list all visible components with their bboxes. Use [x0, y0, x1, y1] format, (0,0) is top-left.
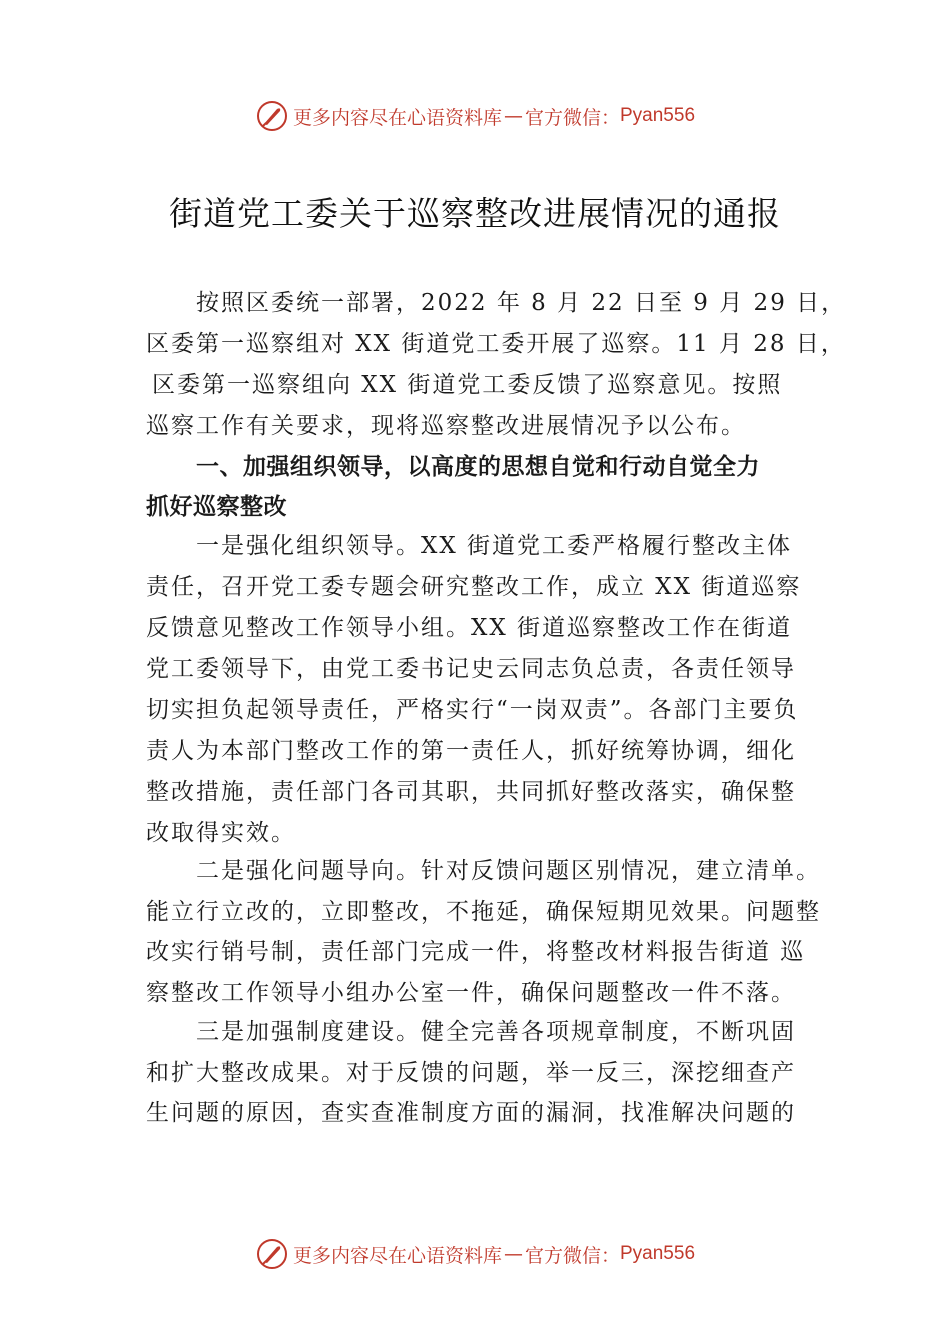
body-line: 能立行立改的，立即整改，不拖延，确保短期见效果。问题整: [146, 899, 821, 925]
body-line: 一是强化组织领导。XX 街道党工委严格履行整改主体: [196, 533, 793, 559]
body-line: 反馈意见整改工作领导小组。XX 街道巡察整改工作在街道: [146, 615, 793, 641]
banner-text: 更多内容尽在心语资料库: [292, 106, 502, 129]
quill-pen-icon: [255, 99, 289, 133]
footer-banner: [0, 1234, 950, 1274]
header-banner: [0, 96, 950, 136]
banner-label: 官方微信：: [524, 1244, 620, 1267]
banner-wechat-id: Pyan556: [620, 1243, 696, 1264]
body-line: 改实行销号制，责任部门完成一件，将整改材料报告街道 巡: [146, 939, 806, 965]
banner-dash: —: [503, 1243, 523, 1265]
body-line: 责人为本部门整改工作的第一责任人，抓好统筹协调，细化: [146, 738, 796, 764]
body-line: 三是加强制度建设。健全完善各项规章制度，不断巩固: [196, 1019, 796, 1045]
body-line: 党工委领导下，由党工委书记史云同志负总责，各责任领导: [146, 656, 796, 682]
section-heading-cont: 抓好巡察整改: [146, 494, 287, 520]
body-line: 区委第一巡察组对 XX 街道党工委开展了巡察。11 月 28 日，: [146, 331, 846, 357]
body-line: 切实担负起领导责任，严格实行“一岗双责”。各部门主要负: [146, 697, 799, 723]
body-line: 二是强化问题导向。针对反馈问题区别情况，建立清单。: [196, 858, 821, 884]
banner-label: 官方微信：: [524, 106, 620, 129]
document-title: 街道党工委关于巡察整改进展情况的通报: [169, 194, 781, 233]
banner-dash: —: [503, 105, 523, 127]
body-line: 巡察工作有关要求，现将巡察整改进展情况予以公布。: [146, 413, 746, 439]
body-line: 按照区委统一部署，2022 年 8 月 22 日至 9 月 29 日，: [196, 290, 847, 316]
body-line: 改取得实效。: [146, 820, 296, 846]
body-line: 察整改工作领导小组办公室一件，确保问题整改一件不落。: [146, 980, 796, 1006]
body-line: 生问题的原因，查实查准制度方面的漏洞，找准解决问题的: [146, 1100, 796, 1126]
body-line: 整改措施，责任部门各司其职，共同抓好整改落实，确保整: [146, 779, 796, 805]
section-heading: 一、加强组织领导，以高度的思想自觉和行动自觉全力: [196, 454, 760, 480]
banner-wechat-id: Pyan556: [620, 105, 696, 126]
body-line: 区委第一巡察组向 XX 街道党工委反馈了巡察意见。按照: [152, 372, 783, 398]
body-line: 责任，召开党工委专题会研究整改工作，成立 XX 街道巡察: [146, 574, 802, 600]
quill-pen-icon: [255, 1237, 289, 1271]
banner-text: 更多内容尽在心语资料库: [292, 1244, 502, 1267]
body-line: 和扩大整改成果。对于反馈的问题，举一反三，深挖细查产: [146, 1060, 796, 1086]
